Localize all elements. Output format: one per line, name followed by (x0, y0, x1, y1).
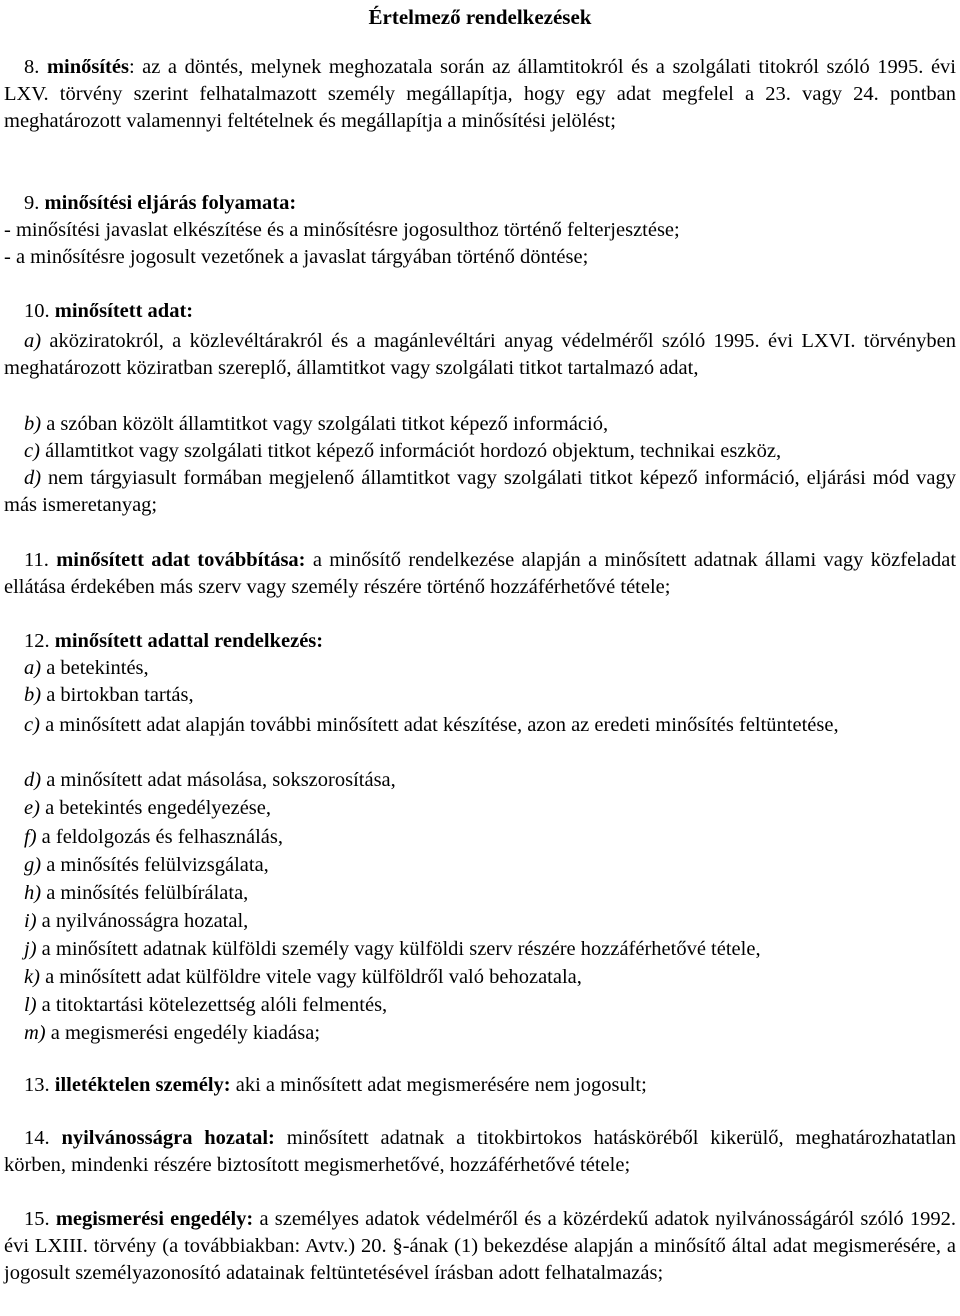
definition-text: : az a döntés, melynek meghozatala során az államtitokról és a szolgálati titokról szóló 1995. évi LXV. törvény szerint felhatalmazott személy megállapítja, hogy egy adat megfelel a 23. vagy 24. pontban meghatározott valamennyi feltételnek és megállapítja a minősítési jelölést; (4, 56, 957, 132)
list-letter: d) (24, 769, 42, 791)
list-item (4, 411, 956, 438)
definition-13 (4, 1072, 956, 1099)
list-letter: c) (24, 440, 40, 462)
definition-term: minősített adat továbbítása: (56, 549, 306, 571)
definition-number: 9. (24, 192, 40, 214)
definition-15 (4, 1206, 956, 1287)
list-item (4, 908, 956, 935)
page-title: Értelmező rendelkezések (368, 5, 592, 29)
list-item (4, 824, 956, 851)
list-item (4, 217, 956, 244)
definition-term: illetéktelen személy: (54, 1074, 231, 1096)
definition-text: minősített adatnak a titokbirtokos hatásköréből kikerülő, meghatározhatatlan körben, mindenki részére biztosított megismerhetővé, hozzáférhetővé tétele; (4, 1127, 956, 1176)
list-letter: a) (24, 657, 42, 679)
list-item (4, 936, 956, 963)
list-item (4, 328, 956, 382)
list-item-text: a minősítés felülvizsgálata, (46, 854, 269, 876)
definition-number: 10. (24, 300, 50, 322)
list-item (4, 655, 956, 682)
list-item (4, 438, 956, 465)
definition-number: 11. (24, 549, 49, 571)
list-item-text: a minősítés felülbírálata, (46, 882, 249, 904)
list-item (4, 795, 956, 822)
list-item (4, 964, 956, 991)
list-letter: b) (24, 413, 42, 435)
definition-term: minősítési eljárás folyamata: (44, 192, 297, 214)
list-item-text: a megismerési engedély kiadása; (50, 1022, 321, 1044)
definition-term: minősített adat: (54, 300, 194, 322)
definition-11 (4, 547, 956, 601)
definition-10 (4, 298, 956, 325)
list-item (4, 682, 956, 709)
list-item-text: államtitkot vagy szolgálati titkot képező információt hordozó objektum, technikai eszköz, (45, 440, 782, 462)
definition-term: nyilvánosságra hozatal: (61, 1127, 275, 1149)
definition-term: minősített adattal rendelkezés: (54, 630, 324, 652)
list-item-text: a feldolgozás és felhasználás, (41, 826, 283, 848)
list-item (4, 712, 956, 739)
list-letter: f) (24, 826, 37, 848)
list-item-text: aköziratokról, a közlevéltárakról és a magánlevéltári anyag védelméről szóló 1995. évi LXVI. törvényben meghatározott köziratban szereplő, államtitkot vagy szolgálati titkot tartalmazó adat, (4, 330, 956, 379)
definition-number: 14. (24, 1127, 50, 1149)
definition-number: 12. (24, 630, 50, 652)
definition-number: 13. (24, 1074, 50, 1096)
list-letter: l) (24, 994, 37, 1016)
definition-12 (4, 628, 956, 655)
list-dash: - (4, 219, 16, 241)
list-item (4, 1020, 956, 1047)
list-item-text: minősítési javaslat elkészítése és a minősítésre jogosulthoz történő felterjesztése; (15, 219, 680, 241)
list-item-text: a nyilvánosságra hozatal, (41, 910, 249, 932)
list-item (4, 852, 956, 879)
list-letter: e) (24, 797, 40, 819)
definition-number: 15. (24, 1208, 50, 1230)
list-letter: d) (24, 467, 42, 489)
list-letter: b) (24, 684, 42, 706)
definition-number: 8. (24, 56, 40, 78)
definition-text: a minősítő rendelkezése alapján a minősített adatnak állami vagy közfeladat ellátása érdekében más szerv vagy személy részére történő hozzáférhetővé tétele; (4, 549, 957, 598)
list-letter: c) (24, 714, 40, 736)
list-item (4, 767, 956, 794)
list-item-text: a minősített adat külföldre vitele vagy külföldről való behozatala, (45, 966, 582, 988)
list-item (4, 880, 956, 907)
list-item (4, 992, 956, 1019)
list-item-text: a minősített adat másolása, sokszorosítása, (46, 769, 396, 791)
definition-term: minősítés (46, 56, 129, 78)
list-item-text: a titoktartási kötelezettség alóli felmentés, (41, 994, 388, 1016)
list-item-text: a szóban közölt államtitkot vagy szolgálati titkot képező információ, (46, 413, 609, 435)
list-item-text: a birtokban tartás, (46, 684, 194, 706)
list-item-text: a betekintés, (46, 657, 149, 679)
list-letter: k) (24, 966, 40, 988)
list-item (4, 244, 956, 271)
list-letter: h) (24, 882, 42, 904)
definition-text: aki a minősített adat megismerésére nem jogosult; (235, 1074, 647, 1096)
definition-14 (4, 1125, 956, 1179)
list-item-text: a betekintés engedélyezése, (45, 797, 272, 819)
definition-term: megismerési engedély: (55, 1208, 254, 1230)
list-letter: i) (24, 910, 37, 932)
list-letter: a) (24, 330, 42, 352)
definition-text: a személyes adatok védelméről és a közérdekű adatok nyilvánosságáról szóló 1992. évi LXIII. törvény (a továbbiakban: Avtv.) 20. §-ának (1) bekezdése alapján a minősítő által adat megismerésére, a jogosult személyazonosító adatainak feltüntetésével írásban adott felhatalmazás; (4, 1208, 956, 1284)
definition-9 (4, 190, 956, 217)
list-dash: - (4, 246, 16, 268)
list-item-text: a minősített adat alapján további minősített adat készítése, azon az eredeti minősítés feltüntetése, (45, 714, 839, 736)
list-item-text: nem tárgyiasult formában megjelenő államtitkot vagy szolgálati titkot képező információ, eljárási mód vagy más ismeretanyag; (4, 467, 957, 516)
list-letter: g) (24, 854, 42, 876)
list-item (4, 465, 956, 519)
list-item-text: a minősített adatnak külföldi személy vagy külföldi szerv részére hozzáférhetővé tétele, (41, 938, 761, 960)
list-letter: m) (24, 1022, 46, 1044)
definition-8 (4, 54, 956, 135)
list-letter: j) (24, 938, 37, 960)
list-item-text: a minősítésre jogosult vezetőnek a javaslat tárgyában történő döntése; (15, 246, 589, 268)
